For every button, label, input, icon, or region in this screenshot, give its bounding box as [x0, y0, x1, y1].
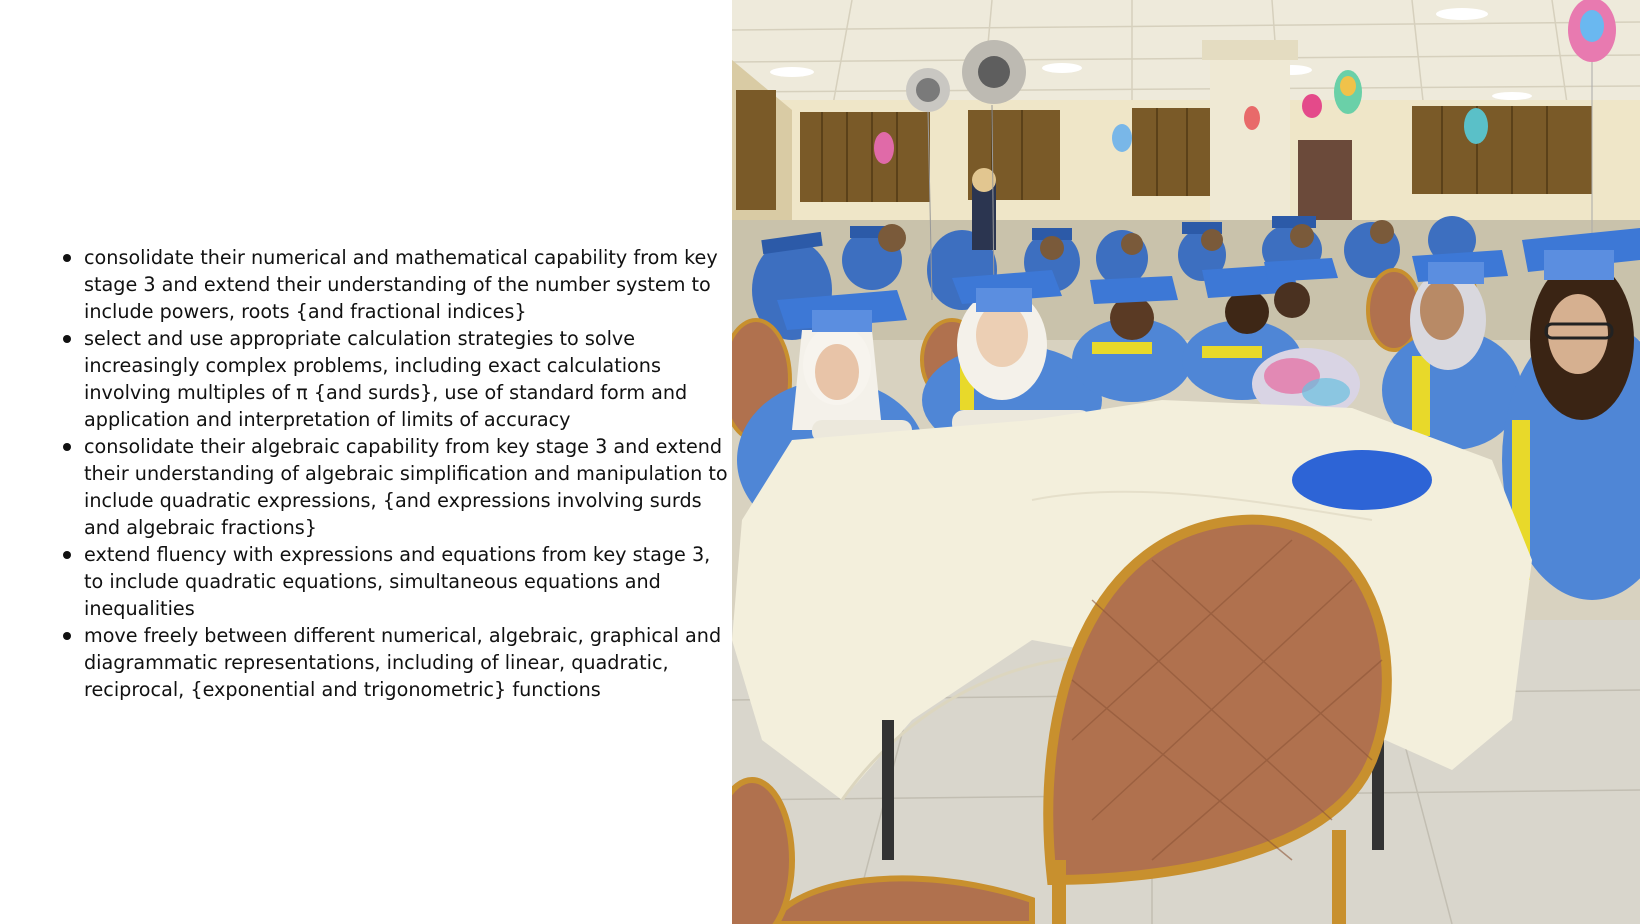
bullet-text: consolidate their algebraic capability from key stage 3 and extend their understanding of algebraic simplification and manipulation to include quadratic expressions, {and expressions involving surds and algebraic fractions}	[84, 435, 728, 539]
curtain	[1412, 106, 1592, 194]
bullet-text: extend fluency with expressions and equations from key stage 3, to include quadratic equations, simultaneous equations and inequalities	[84, 543, 711, 620]
bullet-item	[58, 541, 728, 622]
bullet-text: consolidate their numerical and mathematical capability from key stage 3 and extend their understanding of the number system to include powers, roots {and fractional indices}	[84, 246, 718, 323]
bullet-item	[58, 244, 728, 325]
bullet-dot-icon	[63, 551, 71, 559]
bullet-item	[58, 325, 728, 433]
text-panel	[0, 0, 732, 924]
bullet-dot-icon	[63, 443, 71, 451]
curtain	[736, 90, 776, 210]
bullet-dot-icon	[63, 254, 71, 262]
bullet-text: select and use appropriate calculation strategies to solve increasingly complex problems, including exact calculations involving multiples of π {and surds}, use of standard form and application and interpretation of limits of accuracy	[84, 327, 688, 431]
bullet-list	[58, 244, 728, 703]
bullet-text: move freely between different numerical, algebraic, graphical and diagrammatic representations, including of linear, quadratic, reciprocal, {exponential and trigonometric} functions	[84, 624, 722, 701]
graduation-photo	[732, 0, 1640, 924]
blue-bag	[1292, 450, 1432, 510]
curtain	[800, 112, 930, 202]
bullet-item	[58, 433, 728, 541]
curtain	[1132, 108, 1220, 196]
graduation-photo-illustration	[732, 0, 1640, 924]
bullet-dot-icon	[63, 632, 71, 640]
bullet-dot-icon	[63, 335, 71, 343]
bullet-item	[58, 622, 728, 703]
